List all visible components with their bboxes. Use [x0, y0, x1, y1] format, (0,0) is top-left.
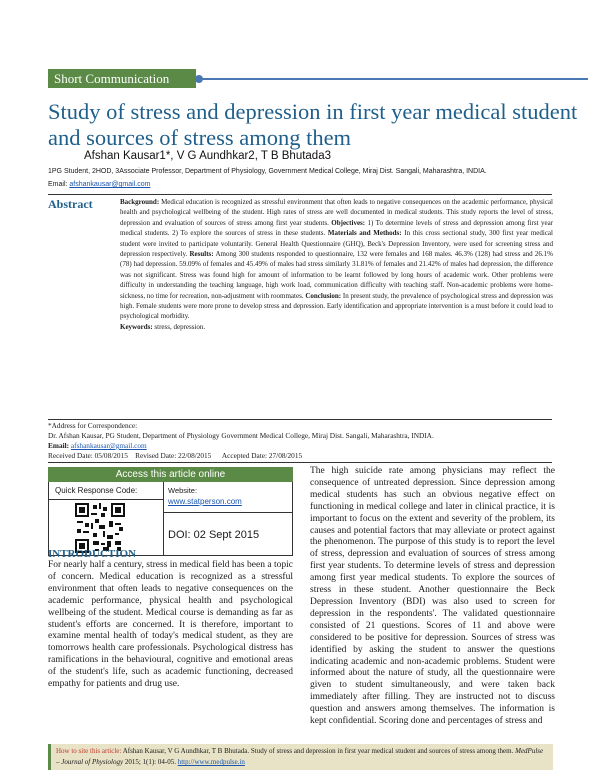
- citation-footer: [48, 744, 553, 770]
- article-type-tag: Short Communication: [48, 69, 196, 88]
- keywords-label: Keywords:: [120, 322, 153, 331]
- results-text: Among 300 students responded to questionnaire, 132 were females and 168 males. 46.3% (128) had stress and 26.1% (78) had depression. 59.09% of females and 45.49% of males had stress similarly 31.81% of females and 21.42% of males had depression, the difference was not significant. Stress was found high for amount of information to be learnt followed by long hours of academic work. Other problems were difficulty in understanding the teaching language, high work load, communication difficulty with teaching staff. Non-academic problems were home-sickness, no time for recreation, non-adjustment with roommates.: [120, 250, 553, 300]
- methods-label: Materials and Methods:: [327, 229, 402, 238]
- author-line: Afshan Kausar1*, V G Aundhkar2, T B Bhutada3: [84, 150, 331, 162]
- results-label: Results:: [189, 250, 214, 259]
- background-text: Medical education is recognized as stressful environment that often leads to negative consequences on the academic performance, physical health and psychological wellbeing of the student. High rates of stress are well documented in medical students. This study reports the level of stress, depression and evaluation of sources of stress among first year students.: [120, 198, 553, 227]
- correspondence-label: *Address for Correspondence:: [48, 421, 138, 430]
- correspondence-email-label: Email:: [48, 441, 71, 450]
- article-title: Study of stress and depression in first year medical student and sources of stress among them: [48, 99, 578, 150]
- author-email-line: [48, 181, 150, 188]
- qr-label-divider: [48, 499, 164, 500]
- journal-name: MedPulse – Journal of Physiology: [56, 747, 544, 766]
- qr-code-icon[interactable]: [75, 503, 125, 553]
- qr-label: Quick Response Code:: [55, 486, 138, 495]
- journal-url-link[interactable]: http://www.medpulse.in: [177, 758, 245, 766]
- affiliation: 1PG Student, 2HOD, 3Associate Professor, Department of Physiology, Government Medical College, Miraj Dist. Sangali, Maharashtra, INDIA.: [48, 168, 487, 175]
- conclusion-text: In present study, the prevalence of psychological stress and depression was high. Female students were more prone to develop stress and depression. Early identification and appropriate intervention is a must before it could lead to psychological morbidity.: [120, 291, 553, 321]
- conclusion-label: Conclusion:: [305, 291, 342, 300]
- citation-text: Afshan Kausar, V G Aundhkar, T B Bhutada. Study of stress and depression in first year medical student and sources of stress among them.: [121, 747, 516, 755]
- keywords-text: stress, depression.: [152, 322, 206, 331]
- correspondence-email-line: [48, 441, 147, 451]
- divider: [48, 462, 552, 463]
- citation-label: How to site this article:: [56, 747, 122, 755]
- divider: [48, 194, 552, 195]
- abstract-body: [120, 197, 553, 332]
- citation-issue: 2015; 1(1): 04-05.: [123, 758, 178, 766]
- correspondence-address: Dr. Afshan Kausar, PG Student, Department of Physiology Government Medical College, Miraj Dist. Sangali, Maharashtra, INDIA.: [48, 431, 434, 440]
- website-label: Website:: [168, 486, 198, 495]
- doi-text: DOI: 02 Sept 2015: [168, 529, 260, 541]
- website-link[interactable]: www.statperson.com: [168, 497, 242, 506]
- access-article-header: Access this article online: [48, 467, 293, 482]
- abstract-heading: Abstract: [48, 197, 93, 211]
- email-label: Email:: [48, 181, 70, 188]
- header-rule-dot: [195, 75, 203, 83]
- objectives-label: Objectives:: [331, 218, 366, 227]
- correspondence-email-link[interactable]: afshankausar@gmail.com: [70, 441, 147, 450]
- author-email-link[interactable]: afshankausar@gmail.com: [69, 181, 151, 188]
- header-rule: [196, 78, 588, 80]
- divider: [48, 419, 552, 420]
- introduction-right-column: The high suicide rate among physicians may reflect the consequence of untreated depression. Since depression among medical students has such an obvious negative effect on functioning in medical college and later in clinical practice, it is important to focus on the extent and severity of the problem, its causes and potential factors that may alleviate or protect against the phenomenon. The purpose of this study is to report the level of stress, depression and evaluation of sources of stress among first year students. To determine levels of stress and depression among first year medical students. To explore the sources of stress in these student. Another questionnaire the Beck Depression Inventory (BDI) was also used to screen for depression in the respondents'. The validated questionnaire consisted of 21 questions. Scores of 11 and above were considered to be positive for depression. Sources of stress was identified by asking the student to answer the questions indicating academic and non-academic problems. Student were informed about the nature of study, all the questionnaire were given to student simultaneously, and were taken back immediately after filling. They are instructed not to discuss question and answers among themselves. The information is kept confidential. Scoring done and percentages of stress and: [310, 466, 555, 727]
- objectives-text: 1) To determine levels of stress and depression among first year medical students. 2) To explore the sources of stress in these students.: [120, 218, 554, 238]
- methods-text: In this cross sectional study, 300 first year medical student were invited to participate voluntarily. General Health Questionnaire (GHQ), Beck's Depression Inventory, were used for screening stress and depression respectively.: [120, 229, 553, 259]
- doi-divider: [164, 512, 293, 513]
- introduction-heading: INTRODUCTION: [48, 548, 137, 560]
- article-dates: Received Date: 05/08/2015 Revised Date: 22/08/2015 Accepted Date: 27/08/2015: [48, 451, 303, 460]
- background-label: Background:: [120, 198, 160, 206]
- introduction-left-column: For nearly half a century, stress in medical field has been a topic of concern. Medical education is recognized as a stressful environment that often leads to negative consequences on the academic performance, physical health and psychological wellbeing of the student. Medical course is demanding as far as student's efforts are concerned. It is therefore, important to examine mental health of today's medical student, as they are tomorrows health care professionals. Psychological distress has ramifications in the behavioural, cognitive and emotional areas of the student's life, such as academic functioning, decreased empathy for patients and drug use.: [48, 560, 293, 690]
